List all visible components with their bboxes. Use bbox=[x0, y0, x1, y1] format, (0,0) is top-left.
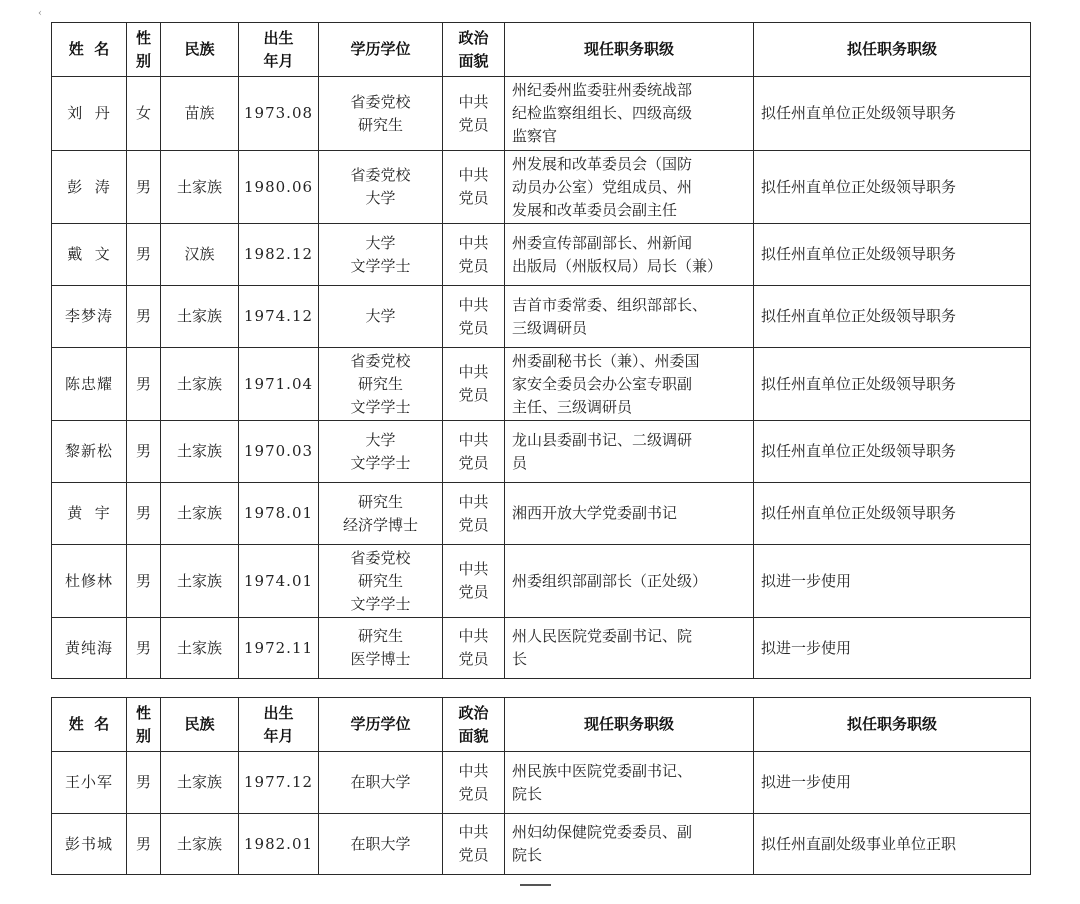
table-row bbox=[52, 348, 1031, 421]
cell-current-position bbox=[505, 483, 754, 545]
current-position-line: 州委宣传部副部长、州新闻 bbox=[512, 233, 693, 252]
table-1-body bbox=[52, 77, 1031, 679]
header-name: 姓 名 bbox=[52, 698, 127, 752]
current-position-line: 州妇幼保健院党委委员、副 bbox=[512, 823, 693, 841]
cell-political bbox=[443, 752, 505, 814]
political-line: 中共 bbox=[458, 295, 489, 314]
current-position-line: 监察官 bbox=[512, 127, 558, 145]
education-line: 省委党校 bbox=[350, 548, 411, 567]
current-position-line: 吉首市委常委、组织部部长、 bbox=[512, 295, 708, 314]
current-position-line: 家安全委员会办公室专职副 bbox=[512, 374, 693, 393]
cell-birth: 1972.11 bbox=[239, 618, 319, 679]
cell-gender: 男 bbox=[127, 752, 161, 814]
cell-current-position bbox=[505, 348, 754, 421]
header-proposed-position: 拟任职务职级 bbox=[754, 23, 1031, 77]
current-position-line: 动员办公室）党组成员、州 bbox=[512, 177, 693, 196]
current-position-line: 州发展和改革委员会（国防 bbox=[512, 154, 693, 173]
cell-education bbox=[319, 77, 443, 151]
political-line: 党员 bbox=[458, 318, 489, 337]
current-position-line: 发展和改革委员会副主任 bbox=[512, 200, 678, 219]
political-line: 中共 bbox=[458, 92, 489, 111]
cell-current-position bbox=[505, 545, 754, 618]
cell-gender: 男 bbox=[127, 483, 161, 545]
education-line: 大学 bbox=[365, 233, 396, 252]
political-line: 中共 bbox=[458, 166, 489, 184]
table-row bbox=[52, 483, 1031, 545]
cell-name: 彭 涛 bbox=[52, 151, 127, 224]
current-position-line: 州委组织部副部长（正处级） bbox=[512, 571, 708, 590]
current-position-line: 龙山县委副书记、二级调研 bbox=[512, 430, 693, 449]
current-position-line: 州委副秘书长（兼）、州委国 bbox=[512, 351, 700, 370]
political-line: 党员 bbox=[458, 784, 489, 803]
corner-mark: ‹ bbox=[38, 8, 42, 19]
education-line: 大学 bbox=[365, 430, 396, 449]
cell-ethnicity: 土家族 bbox=[161, 618, 239, 679]
header-gender: 性 别 bbox=[127, 698, 161, 752]
cell-birth: 1971.04 bbox=[239, 348, 319, 421]
table-row bbox=[52, 545, 1031, 618]
cell-ethnicity: 土家族 bbox=[161, 286, 239, 348]
header-political: 政治 面貌 bbox=[443, 23, 505, 77]
cell-gender: 男 bbox=[127, 618, 161, 679]
cell-political bbox=[443, 348, 505, 421]
cell-ethnicity: 土家族 bbox=[161, 483, 239, 545]
cell-current-position bbox=[505, 151, 754, 224]
table-row bbox=[52, 421, 1031, 483]
cell-political bbox=[443, 151, 505, 224]
cell-name: 刘 丹 bbox=[52, 77, 127, 151]
cell-gender: 男 bbox=[127, 545, 161, 618]
cell-proposed-position: 拟任州直单位正处级领导职务 bbox=[754, 224, 1031, 286]
cell-birth: 1978.01 bbox=[239, 483, 319, 545]
cell-political bbox=[443, 224, 505, 286]
cell-gender: 男 bbox=[127, 421, 161, 483]
cell-name: 黎新松 bbox=[52, 421, 127, 483]
education-line: 研究生 bbox=[357, 571, 403, 590]
cell-political bbox=[443, 77, 505, 151]
cell-proposed-position: 拟任州直单位正处级领导职务 bbox=[754, 286, 1031, 348]
header-education: 学历学位 bbox=[319, 23, 443, 77]
political-line: 党员 bbox=[458, 846, 489, 864]
cell-gender: 男 bbox=[127, 151, 161, 224]
cell-name: 戴 文 bbox=[52, 224, 127, 286]
cell-political bbox=[443, 286, 505, 348]
cell-education bbox=[319, 224, 443, 286]
education-line: 文学学士 bbox=[350, 397, 411, 416]
cell-name: 黄纯海 bbox=[52, 618, 127, 679]
cell-political bbox=[443, 483, 505, 545]
cell-ethnicity: 土家族 bbox=[161, 545, 239, 618]
cell-education bbox=[319, 545, 443, 618]
cell-birth: 1974.12 bbox=[239, 286, 319, 348]
education-line: 在职大学 bbox=[350, 773, 411, 791]
cadre-table-2 bbox=[51, 697, 1031, 875]
header-name: 姓 名 bbox=[52, 23, 127, 77]
political-line: 中共 bbox=[458, 492, 489, 511]
cell-gender: 女 bbox=[127, 77, 161, 151]
political-line: 党员 bbox=[458, 650, 489, 668]
political-line: 中共 bbox=[458, 761, 489, 780]
current-position-line: 州民族中医院党委副书记、 bbox=[512, 761, 693, 780]
cell-name: 彭书城 bbox=[52, 814, 127, 875]
current-position-line: 院长 bbox=[512, 846, 543, 864]
cell-proposed-position: 拟进一步使用 bbox=[754, 752, 1031, 814]
political-line: 党员 bbox=[458, 386, 489, 404]
cell-education bbox=[319, 483, 443, 545]
cell-ethnicity: 汉族 bbox=[161, 224, 239, 286]
cell-birth: 1982.01 bbox=[239, 814, 319, 875]
cell-political bbox=[443, 545, 505, 618]
table-row bbox=[52, 151, 1031, 224]
education-line: 文学学士 bbox=[350, 256, 411, 275]
header-ethnicity: 民族 bbox=[161, 698, 239, 752]
cell-birth: 1977.12 bbox=[239, 752, 319, 814]
header-education: 学历学位 bbox=[319, 698, 443, 752]
cell-proposed-position: 拟任州直单位正处级领导职务 bbox=[754, 77, 1031, 151]
education-line: 省委党校 bbox=[350, 92, 411, 111]
political-line: 中共 bbox=[458, 430, 489, 449]
cadre-table-1 bbox=[51, 22, 1031, 679]
cell-current-position bbox=[505, 618, 754, 679]
header-birth: 出生 年月 bbox=[239, 698, 319, 752]
education-line: 大学 bbox=[365, 307, 396, 325]
current-position-line: 员 bbox=[512, 453, 528, 472]
current-position-line: 长 bbox=[512, 650, 528, 668]
cell-political bbox=[443, 814, 505, 875]
political-line: 中共 bbox=[458, 823, 489, 841]
cell-current-position bbox=[505, 814, 754, 875]
cell-birth: 1982.12 bbox=[239, 224, 319, 286]
cell-name: 王小军 bbox=[52, 752, 127, 814]
cell-ethnicity: 土家族 bbox=[161, 814, 239, 875]
header-political: 政治 面貌 bbox=[443, 698, 505, 752]
cell-proposed-position: 拟任州直单位正处级领导职务 bbox=[754, 421, 1031, 483]
education-line: 文学学士 bbox=[350, 594, 411, 613]
current-position-line: 主任、三级调研员 bbox=[512, 397, 633, 416]
cell-proposed-position: 拟进一步使用 bbox=[754, 618, 1031, 679]
cell-ethnicity: 苗族 bbox=[161, 77, 239, 151]
political-line: 党员 bbox=[458, 115, 489, 134]
cell-education bbox=[319, 752, 443, 814]
header-ethnicity: 民族 bbox=[161, 23, 239, 77]
header-gender: 性 别 bbox=[127, 23, 161, 77]
political-line: 党员 bbox=[458, 515, 489, 534]
table-row bbox=[52, 77, 1031, 151]
cell-current-position bbox=[505, 77, 754, 151]
education-line: 经济学博士 bbox=[342, 515, 418, 534]
education-line: 省委党校 bbox=[350, 351, 411, 370]
cell-name: 陈忠耀 bbox=[52, 348, 127, 421]
education-line: 研究生 bbox=[357, 627, 403, 645]
cell-current-position bbox=[505, 421, 754, 483]
cell-ethnicity: 土家族 bbox=[161, 752, 239, 814]
table-row bbox=[52, 752, 1031, 814]
table-row bbox=[52, 618, 1031, 679]
header-proposed-position: 拟任职务职级 bbox=[754, 698, 1031, 752]
current-position-line: 院长 bbox=[512, 784, 543, 803]
cell-birth: 1970.03 bbox=[239, 421, 319, 483]
education-line: 研究生 bbox=[357, 374, 403, 393]
cell-proposed-position: 拟任州直单位正处级领导职务 bbox=[754, 348, 1031, 421]
cell-proposed-position: 拟任州直单位正处级领导职务 bbox=[754, 483, 1031, 545]
cell-education bbox=[319, 348, 443, 421]
cell-proposed-position: 拟任州直单位正处级领导职务 bbox=[754, 151, 1031, 224]
cell-education bbox=[319, 421, 443, 483]
header-birth: 出生 年月 bbox=[239, 23, 319, 77]
cell-name: 杜修林 bbox=[52, 545, 127, 618]
current-position-line: 州人民医院党委副书记、院 bbox=[512, 627, 693, 645]
education-line: 研究生 bbox=[357, 492, 403, 511]
cell-current-position bbox=[505, 224, 754, 286]
education-line: 省委党校 bbox=[350, 166, 411, 184]
cell-proposed-position: 拟进一步使用 bbox=[754, 545, 1031, 618]
cell-current-position bbox=[505, 752, 754, 814]
cell-gender: 男 bbox=[127, 224, 161, 286]
cell-education bbox=[319, 618, 443, 679]
cell-political bbox=[443, 421, 505, 483]
political-line: 中共 bbox=[458, 627, 489, 645]
political-line: 党员 bbox=[458, 189, 489, 207]
cell-ethnicity: 土家族 bbox=[161, 151, 239, 224]
table-row bbox=[52, 814, 1031, 875]
cell-name: 黄 宇 bbox=[52, 483, 127, 545]
education-line: 文学学士 bbox=[350, 453, 411, 472]
cell-education bbox=[319, 814, 443, 875]
education-line: 大学 bbox=[365, 189, 396, 207]
cell-ethnicity: 土家族 bbox=[161, 421, 239, 483]
cell-birth: 1980.06 bbox=[239, 151, 319, 224]
political-line: 中共 bbox=[458, 560, 489, 578]
header-current-position: 现任职务职级 bbox=[505, 698, 754, 752]
cell-name: 李梦涛 bbox=[52, 286, 127, 348]
cell-birth: 1974.01 bbox=[239, 545, 319, 618]
current-position-line: 州纪委州监委驻州委统战部 bbox=[512, 81, 693, 99]
cell-gender: 男 bbox=[127, 814, 161, 875]
header-row bbox=[52, 23, 1031, 77]
education-line: 在职大学 bbox=[350, 834, 411, 853]
table-2-body bbox=[52, 752, 1031, 875]
page-break-mark bbox=[520, 884, 551, 886]
cell-gender: 男 bbox=[127, 286, 161, 348]
cell-current-position bbox=[505, 286, 754, 348]
cell-ethnicity: 土家族 bbox=[161, 348, 239, 421]
current-position-line: 湘西开放大学党委副书记 bbox=[512, 504, 678, 522]
political-line: 中共 bbox=[458, 233, 489, 252]
political-line: 中共 bbox=[458, 363, 489, 381]
current-position-line: 出版局（州版权局）局长（兼） bbox=[512, 256, 723, 275]
cell-birth: 1973.08 bbox=[239, 77, 319, 151]
current-position-line: 纪检监察组组长、四级高级 bbox=[512, 104, 693, 122]
table-row bbox=[52, 286, 1031, 348]
education-line: 研究生 bbox=[357, 115, 403, 134]
cell-education bbox=[319, 286, 443, 348]
header-current-position: 现任职务职级 bbox=[505, 23, 754, 77]
cell-education bbox=[319, 151, 443, 224]
cell-proposed-position: 拟任州直副处级事业单位正职 bbox=[754, 814, 1031, 875]
political-line: 党员 bbox=[458, 583, 489, 601]
cell-gender: 男 bbox=[127, 348, 161, 421]
header-row bbox=[52, 698, 1031, 752]
cell-political bbox=[443, 618, 505, 679]
political-line: 党员 bbox=[458, 256, 489, 275]
table-row bbox=[52, 224, 1031, 286]
political-line: 党员 bbox=[458, 453, 489, 472]
current-position-line: 三级调研员 bbox=[512, 318, 588, 337]
education-line: 医学博士 bbox=[350, 650, 411, 668]
